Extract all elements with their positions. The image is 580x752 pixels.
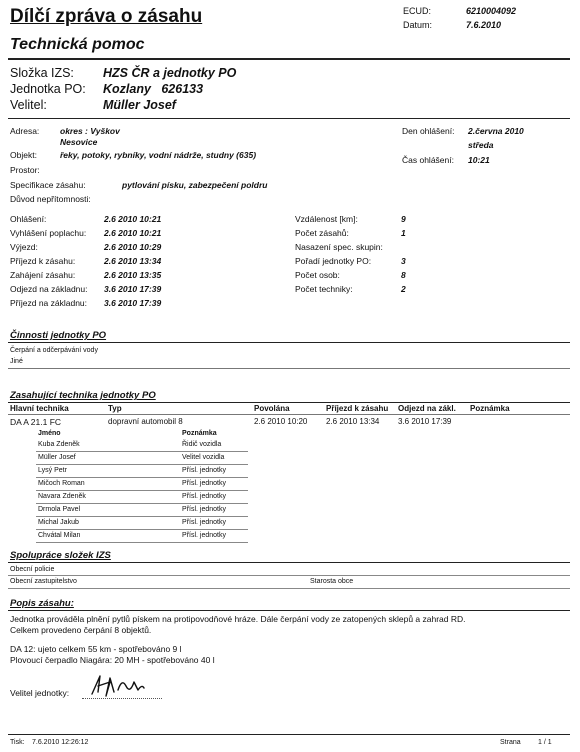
crew-note: Přísl. jednotky <box>182 506 226 513</box>
popis-line-1: Jednotka prováděla plnění pytlů pískem na protipovodňové hráze. Dále čerpání vody ze zatopených sklepů a zahrad RD. <box>10 614 466 624</box>
crew-name: Michal Jakub <box>38 519 79 526</box>
col-header-typ: Typ <box>108 404 122 413</box>
time-value: 2.6 2010 10:21 <box>104 214 162 224</box>
popis-line-2: Celkem provedeno čerpání 8 objektů. <box>10 625 152 635</box>
stat-label: Vzdálenost [km]: <box>295 214 358 224</box>
jednotka-value: Kozlany 626133 <box>103 82 204 96</box>
stat-value: 1 <box>401 228 406 238</box>
crew-row-line <box>36 464 248 465</box>
crew-note: Přísl. jednotky <box>182 467 226 474</box>
cas-value: 10:21 <box>468 155 490 165</box>
vehicle-odjezd: 3.6 2010 17:39 <box>398 417 452 426</box>
time-value: 3.6 2010 17:39 <box>104 284 162 294</box>
crew-row-line <box>36 477 248 478</box>
activity-item: Jiné <box>10 358 23 365</box>
spoluprace-row-right: Starosta obce <box>310 578 354 585</box>
tisk-value: 7.6.2010 12:26:12 <box>32 739 89 746</box>
slozka-value: HZS ČR a jednotky PO <box>103 66 237 80</box>
stat-label: Pořadí jednotky PO: <box>295 256 372 266</box>
duvod-label: Důvod nepřítomnosti: <box>10 194 91 204</box>
col-header-poznamka: Poznámka <box>470 404 510 413</box>
ecud-label: ECUD: <box>403 6 432 16</box>
crew-row-line <box>36 503 248 504</box>
datum-label: Datum: <box>403 20 433 30</box>
den-value-2: středa <box>468 140 494 150</box>
crew-row-line <box>36 516 248 517</box>
signature-label: Velitel jednotky: <box>10 688 70 698</box>
crew-note: Přísl. jednotky <box>182 532 226 539</box>
stat-value: 9 <box>401 214 406 224</box>
jednotka-label: Jednotka PO: <box>10 82 86 96</box>
crew-note: Přísl. jednotky <box>182 519 226 526</box>
ecud-value: 6210004092 <box>466 6 517 16</box>
spoluprace-divider <box>8 562 570 563</box>
popis-divider <box>8 610 570 611</box>
strana-value: 1 / 1 <box>538 739 552 746</box>
adresa-value-2: Nesovice <box>60 137 98 147</box>
col-header-hlavni: Hlavní technika <box>10 404 69 413</box>
prostor-label: Prostor: <box>10 165 40 175</box>
time-value: 2.6 2010 13:34 <box>104 256 162 266</box>
activities-title: Činnosti jednotky PO <box>10 330 107 341</box>
den-label: Den ohlášení: <box>402 126 455 136</box>
objekt-value: řeky, potoky, rybníky, vodní nádrže, studny (635) <box>60 150 257 160</box>
stat-label: Počet techniky: <box>295 284 353 294</box>
crew-note: Řidič vozidla <box>182 441 222 448</box>
crew-name: Mičoch Roman <box>38 480 85 487</box>
crew-name: Chvátal Milan <box>38 532 81 539</box>
crew-row-line <box>36 529 248 530</box>
spoluprace-row-left: Obecní zastupitelstvo <box>10 578 77 585</box>
objekt-label: Objekt: <box>10 150 37 160</box>
adresa-value-1: okres : Vyškov <box>60 126 120 136</box>
crew-row-line <box>36 542 248 543</box>
units-divider <box>8 118 570 119</box>
col-header-odjezd: Odjezd na zákl. <box>398 404 456 413</box>
time-label: Ohlášení: <box>10 214 47 224</box>
vehicle-prijezd: 2.6 2010 13:34 <box>326 417 380 426</box>
spoluprace-row-left: Obecní policie <box>10 566 55 573</box>
col-header-prijezd: Příjezd k zásahu <box>326 404 389 413</box>
datum-value: 7.6.2010 <box>466 20 502 30</box>
crew-note: Přísl. jednotky <box>182 493 226 500</box>
slozka-label: Složka IZS: <box>10 66 74 80</box>
activity-item: Čerpání a odčerpávání vody <box>10 347 98 354</box>
crew-name: Navara Zdeněk <box>38 493 86 500</box>
adresa-label: Adresa: <box>10 126 40 136</box>
velitel-value: Müller Josef <box>103 98 176 112</box>
crew-name: Kuba Zdeněk <box>38 441 80 448</box>
spoluprace-row-line <box>8 588 570 589</box>
technika-header-line <box>8 414 570 415</box>
stat-label: Počet osob: <box>295 270 340 280</box>
crew-name: Lysý Petr <box>38 467 67 474</box>
time-label: Zahájení zásahu: <box>10 270 76 280</box>
crew-row-line <box>36 490 248 491</box>
time-label: Příjezd na základnu: <box>10 298 88 308</box>
technika-divider <box>8 402 570 403</box>
popis-title: Popis zásahu: <box>10 598 74 609</box>
time-label: Příjezd k zásahu: <box>10 256 76 266</box>
time-value: 2.6 2010 13:35 <box>104 270 162 280</box>
handwritten-signature <box>88 670 148 700</box>
vehicle-type: dopravní automobil 8 <box>108 417 183 426</box>
report-title: Dílčí zpráva o zásahu <box>10 6 203 27</box>
crew-name: Müller Josef <box>38 454 76 461</box>
activities-bottom-line <box>8 368 570 369</box>
specifikace-value: pytlování písku, zabezpečení poldru <box>122 180 268 190</box>
stat-value: 8 <box>401 270 406 280</box>
tisk-label: Tisk: <box>10 739 25 746</box>
den-value-1: 2.června 2010 <box>468 126 524 136</box>
crew-note: Přísl. jednotky <box>182 480 226 487</box>
popis-line-4: Plovoucí čerpadlo Niagára: 20 MH - spotřebováno 40 l <box>10 655 215 665</box>
vehicle-name: DA A 21.1 FC <box>10 417 62 427</box>
header-divider <box>8 58 570 60</box>
col-header-povolana: Povolána <box>254 404 290 413</box>
time-value: 3.6 2010 17:39 <box>104 298 162 308</box>
stat-value: 3 <box>401 256 406 266</box>
footer-divider <box>8 734 570 735</box>
vehicle-povolana: 2.6 2010 10:20 <box>254 417 308 426</box>
crew-header-note: Poznámka <box>182 430 217 437</box>
time-value: 2.6 2010 10:29 <box>104 242 162 252</box>
crew-header-name: Jméno <box>38 430 61 437</box>
spoluprace-row-line <box>8 575 570 576</box>
time-label: Výjezd: <box>10 242 38 252</box>
cas-label: Čas ohlášení: <box>402 155 454 165</box>
time-label: Vyhlášení poplachu: <box>10 228 87 238</box>
crew-row-line <box>36 451 248 452</box>
technika-title: Zasahující technika jednotky PO <box>10 390 156 401</box>
report-subtitle: Technická pomoc <box>10 36 145 53</box>
crew-note: Velitel vozidla <box>182 454 225 461</box>
stat-label: Počet zásahů: <box>295 228 349 238</box>
time-value: 2.6 2010 10:21 <box>104 228 162 238</box>
crew-name: Drmola Pavel <box>38 506 81 513</box>
stat-value: 2 <box>401 284 406 294</box>
strana-label: Strana <box>500 739 521 746</box>
velitel-label: Velitel: <box>10 98 47 112</box>
stat-label: Nasazení spec. skupin: <box>295 242 383 252</box>
popis-line-3: DA 12: ujeto celkem 55 km - spotřebováno 9 l <box>10 644 182 654</box>
spoluprace-title: Spolupráce složek IZS <box>10 550 111 561</box>
specifikace-label: Specifikace zásahu: <box>10 180 86 190</box>
activities-divider <box>8 342 570 343</box>
time-label: Odjezd na základnu: <box>10 284 88 294</box>
